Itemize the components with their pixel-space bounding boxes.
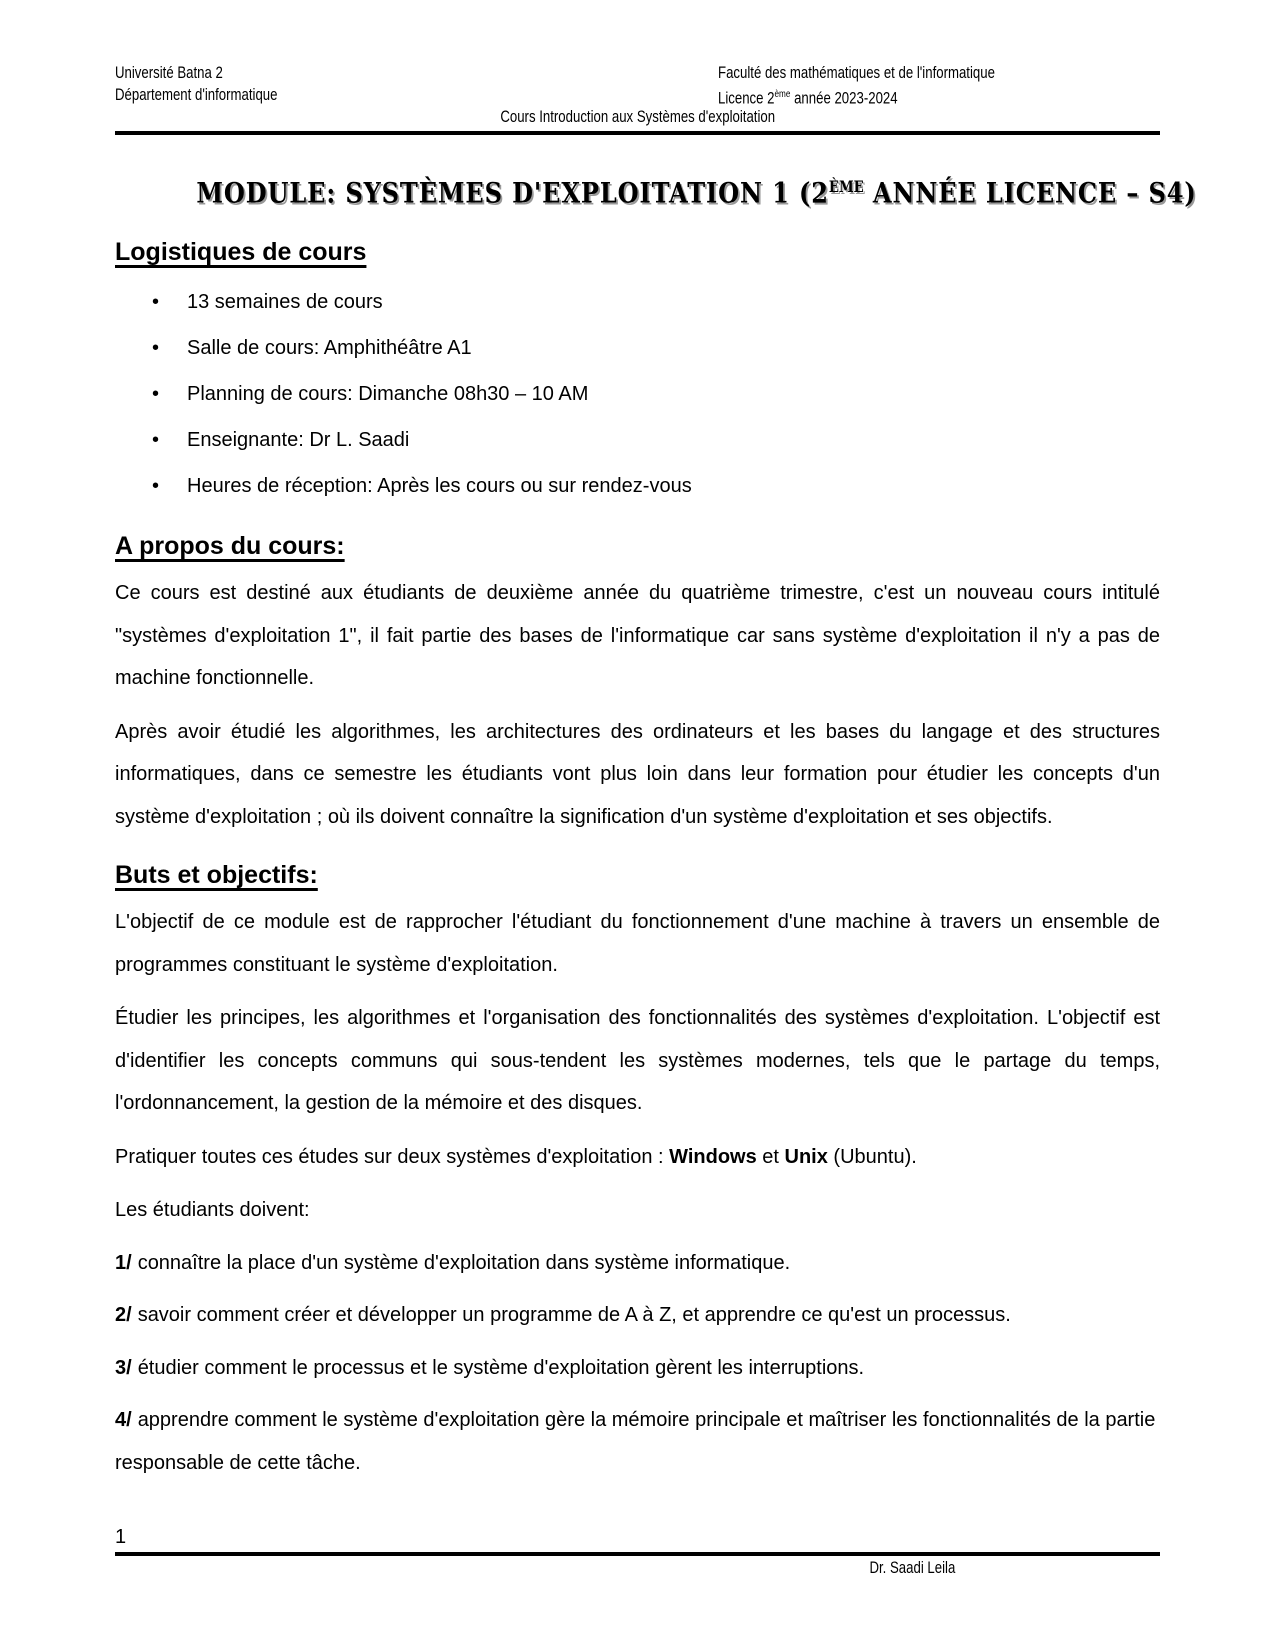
bullet-text: 13 semaines de cours (187, 291, 383, 314)
bullet-item (115, 279, 1160, 325)
objective-number: 3/ (115, 1356, 132, 1379)
bold-unix: Unix (784, 1145, 828, 1168)
paragraph-apropos-1: Ce cours est destiné aux étudiants de deuxième année du quatrième trimestre, c'est un nouveau cours intitulé "systèmes d'exploitation 1", il fait partie des bases de l'informatique car sans système d'exploitation il n'y a pas de machine fonctionnelle. (115, 582, 1160, 690)
paragraph-intro-etudiants: Les étudiants doivent: (115, 1199, 310, 1222)
bullet-item (115, 463, 1160, 509)
bullet-item (115, 417, 1160, 463)
objective-item-2 (115, 1294, 1160, 1337)
bullet-text: Planning de cours: Dimanche 08h30 – 10 AM (187, 383, 589, 406)
paragraph-apropos-2: Après avoir étudié les algorithmes, les architectures des ordinateurs et les bases du langage et des structures informatiques, dans ce semestre les étudiants vont plus loin dans leur formation pour étudier les concepts d'un système d'exploitation ; où ils doivent connaître la signification d'un système d'exploitation et ses objectifs. (115, 720, 1160, 828)
section-heading-apropos: A propos du cours: (115, 532, 345, 561)
header-faculty: Faculté des mathématiques et de l'informatique (718, 64, 995, 82)
page-footer (115, 1524, 1160, 1580)
page-header (115, 62, 1160, 106)
paragraph-buts-1: L'objectif de ce module est de rapprocher l'étudiant du fonctionnement d'une machine à travers un ensemble de programmes constituant le système d'exploitation. (115, 911, 1160, 976)
bullet-text: Salle de cours: Amphithéâtre A1 (187, 337, 472, 360)
objective-text: connaître la place d'un système d'exploitation dans système informatique. (137, 1251, 791, 1274)
title-superscript: ÈME (828, 178, 864, 196)
header-department: Département d'informatique (115, 86, 278, 104)
header-rule (115, 131, 1160, 135)
objective-item-1 (115, 1242, 1160, 1285)
bullet-marker: • (152, 383, 160, 406)
section-heading-logistiques: Logistiques de cours (115, 238, 367, 267)
header-university: Université Batna 2 (115, 64, 223, 82)
paragraph-pratiquer: Pratiquer toutes ces études sur deux systèmes d'exploitation : Windows et Unix (Ubuntu). (115, 1145, 917, 1168)
header-right (718, 62, 1064, 110)
objective-text: étudier comment le processus et le système d'exploitation gèrent les interruptions. (137, 1356, 865, 1379)
header-licence-year: Licence 2ème année 2023-2024 (718, 89, 898, 108)
objective-number: 1/ (115, 1251, 132, 1274)
objective-text: apprendre comment le système d'exploitation gère la mémoire principale et maîtriser les fonctionnalités de la partie responsable de cette tâche. (115, 1409, 1156, 1474)
bullet-item (115, 325, 1160, 371)
logistiques-bullet-list (115, 279, 1160, 509)
section-heading-buts: Buts et objectifs: (115, 861, 318, 890)
bullet-marker: • (152, 475, 160, 498)
objective-text: savoir comment créer et développer un programme de A à Z, et apprendre ce qu'est un processus. (137, 1304, 1011, 1327)
bullet-text: Heures de réception: Après les cours ou sur rendez-vous (187, 475, 692, 498)
document-title: MODULE: SYSTÈMES D'EXPLOITATION 1 (2ÈME ANNÉE LICENCE – S4) (196, 176, 1197, 210)
bullet-marker: • (152, 429, 160, 452)
objective-item-4 (115, 1399, 1160, 1484)
bullet-item (115, 371, 1160, 417)
bullet-text: Enseignante: Dr L. Saadi (187, 429, 410, 452)
header-licence-sup: ème (774, 89, 791, 100)
objective-number: 2/ (115, 1304, 132, 1327)
objective-number: 4/ (115, 1409, 132, 1432)
bullet-marker: • (152, 337, 160, 360)
bold-windows: Windows (669, 1145, 757, 1168)
paragraph-buts-2: Étudier les principes, les algorithmes et l'organisation des fonctionnalités des systèmes d'exploitation. L'objectif est d'identifier les concepts communs qui sous-tendent les systèmes modernes, tels que le partage du temps, l'ordonnancement, la gestion de la mémoire et des disques. (115, 1007, 1160, 1115)
footer-author: Dr. Saadi Leila (869, 1559, 955, 1577)
footer-page-number: 1 (115, 1526, 127, 1548)
bullet-marker: • (152, 291, 160, 314)
header-course-line: Cours Introduction aux Systèmes d'exploitation (500, 108, 775, 126)
objective-item-3 (115, 1347, 1160, 1390)
